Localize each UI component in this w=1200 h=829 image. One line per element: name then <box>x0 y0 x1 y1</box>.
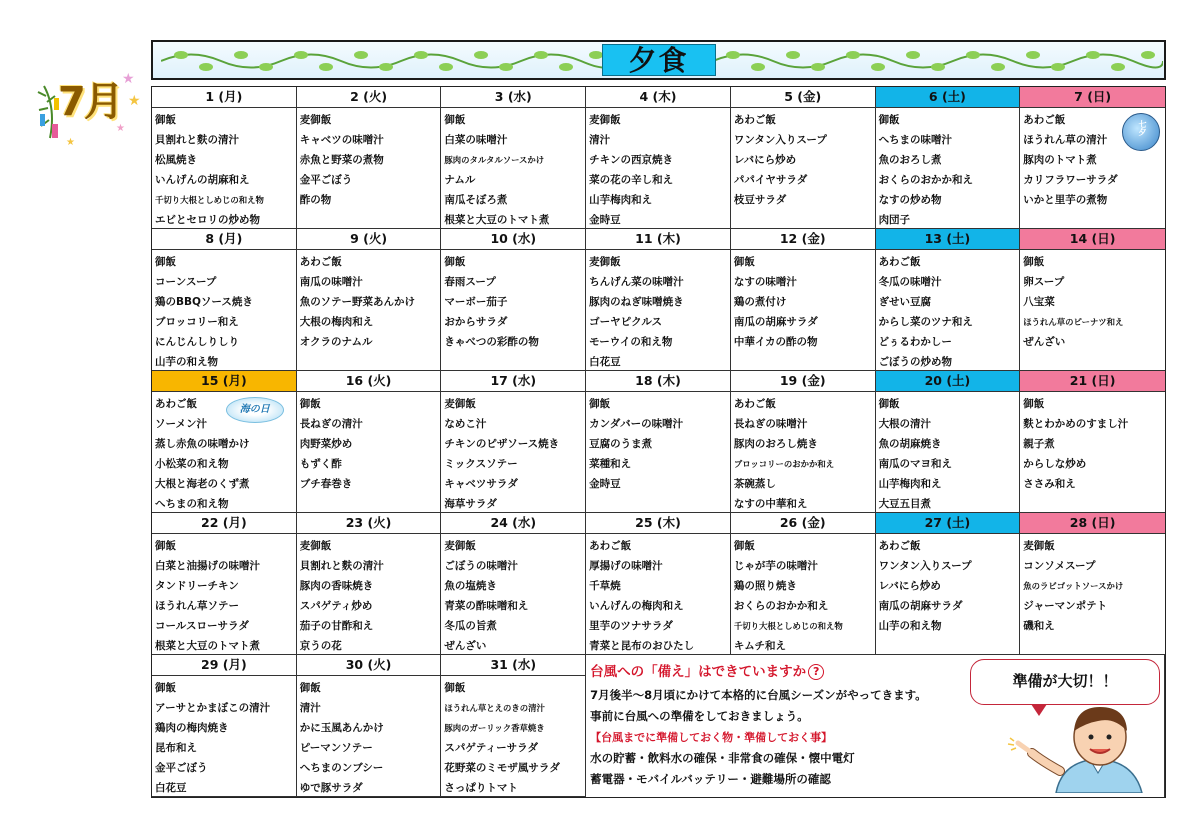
menu-item: 麩とわかめのすまし汁 <box>1023 418 1129 430</box>
menu-item: 根菜と大豆のトマト煮 <box>444 214 550 226</box>
menu-item: ごぼうの味噌汁 <box>444 560 518 572</box>
day-header: 13 (土) <box>876 229 1020 250</box>
menu-list <box>297 108 441 210</box>
menu-item: ワンタン入りスープ <box>733 134 827 146</box>
menu-item: 白花豆 <box>155 782 187 794</box>
menu-item: 御飯 <box>444 256 466 268</box>
menu-list <box>586 392 730 494</box>
menu-item: 酢の物 <box>299 194 332 206</box>
menu-list <box>586 250 730 371</box>
day-header: 11 (木) <box>586 229 730 250</box>
day-cell <box>152 513 297 655</box>
menu-item: 中華イカの酢の物 <box>733 336 818 348</box>
menu-item: あわご飯 <box>1023 114 1066 126</box>
menu-item: 鶏のBBQソース焼き <box>155 296 253 308</box>
menu-item: 御飯 <box>299 682 321 694</box>
day-cell <box>1020 229 1165 371</box>
star-icon: ★ <box>128 93 141 109</box>
day-cell <box>152 655 297 797</box>
vine-decoration-icon <box>713 46 1163 76</box>
menu-item: カンダバーの味噌汁 <box>589 418 684 430</box>
menu-list <box>731 108 875 210</box>
day-header: 5 (金) <box>731 87 875 108</box>
menu-list <box>152 250 296 371</box>
menu-item: 千草焼 <box>589 580 621 592</box>
menu-item: 山芋梅肉和え <box>589 194 653 206</box>
menu-item: 根菜と大豆のトマト煮 <box>155 640 260 652</box>
menu-item: 山芋梅肉和え <box>878 478 942 490</box>
menu-item: 赤魚と野菜の煮物 <box>299 154 384 166</box>
menu-item: ジャーマンポテト <box>1023 600 1108 612</box>
menu-item: 大根の梅肉和え <box>299 316 374 328</box>
menu-item: 大豆五目煮 <box>878 498 932 510</box>
day-header: 4 (木) <box>586 87 730 108</box>
menu-item: 千切り大根としめじの和え物 <box>155 195 264 205</box>
menu-item: もずく酢 <box>299 458 342 470</box>
menu-item: ほうれん草の清汁 <box>1023 134 1108 146</box>
day-header: 10 (水) <box>441 229 585 250</box>
menu-item: あわご飯 <box>733 114 776 126</box>
menu-item: ゴーヤピクルス <box>589 316 663 328</box>
menu-item: 麦御飯 <box>589 114 621 126</box>
menu-item: 麦御飯 <box>444 540 476 552</box>
menu-item: 肉団子 <box>878 214 911 226</box>
menu-item: コールスローサラダ <box>155 620 249 632</box>
menu-item: 大根と海老のくず煮 <box>155 478 250 490</box>
menu-item: あわご飯 <box>155 398 197 410</box>
menu-item: 南瓜のマヨ和え <box>878 458 953 470</box>
day-cell <box>441 655 586 797</box>
menu-list <box>876 250 1020 371</box>
day-cell <box>297 87 442 229</box>
menu-item: 春雨スープ <box>444 276 496 288</box>
menu-item: 御飯 <box>878 398 900 410</box>
menu-item: 御飯 <box>155 540 176 552</box>
day-cell <box>297 655 442 797</box>
menu-item: 親子煮 <box>1023 438 1055 450</box>
typhoon-info-panel <box>586 655 1165 797</box>
day-header: 3 (水) <box>441 87 585 108</box>
menu-item: 魚のおろし煮 <box>878 154 942 166</box>
menu-item: 長ねぎの味噌汁 <box>733 418 808 430</box>
day-header: 20 (土) <box>876 371 1020 392</box>
day-header: 31 (水) <box>441 655 585 676</box>
menu-item: マーボー茄子 <box>444 296 508 308</box>
menu-item: 御飯 <box>444 682 466 694</box>
menu-item: 茶碗蒸し <box>733 478 776 490</box>
menu-item: なすの味噌汁 <box>733 276 797 288</box>
menu-item: 長ねぎの清汁 <box>299 418 363 430</box>
menu-item: 鶏の煮付け <box>733 296 787 308</box>
menu-item: 昆布和え <box>155 742 197 754</box>
menu-item: ワンタン入りスープ <box>878 560 972 572</box>
menu-item: 金平ごぼう <box>155 762 208 774</box>
menu-item: 南瓜の味噌汁 <box>299 276 363 288</box>
menu-list <box>1020 534 1165 636</box>
menu-item: いかと里芋の煮物 <box>1023 194 1108 206</box>
menu-item: ブチ春巻き <box>299 478 353 490</box>
menu-item: 魚の塩焼き <box>444 580 497 592</box>
menu-item: にんじんしりしり <box>155 336 239 348</box>
menu-item: へちまのンブシー <box>299 762 384 774</box>
menu-item: スパゲティーサラダ <box>444 742 538 754</box>
menu-item: 金平ごぼう <box>299 174 353 186</box>
menu-item: さっぱりトマト <box>444 782 518 794</box>
day-cell <box>586 87 731 229</box>
menu-item: 清汁 <box>589 134 611 146</box>
day-header: 24 (水) <box>441 513 585 534</box>
menu-item: 貝割れと麩の清汁 <box>155 134 239 146</box>
menu-item: からし菜のツナ和え <box>878 316 973 328</box>
marine-day-badge: 海の日 <box>226 397 284 423</box>
menu-item: 蒸し赤魚の味噌かけ <box>155 438 250 450</box>
menu-list <box>731 392 875 513</box>
menu-item: あわご飯 <box>299 256 342 268</box>
menu-item: ブロッコリー和え <box>155 316 239 328</box>
info-line: 事前に台風への準備をしておきましょう。 <box>590 709 809 723</box>
menu-item: 里芋のツナサラダ <box>589 620 673 632</box>
day-cell <box>441 229 586 371</box>
menu-item: あわご飯 <box>878 540 921 552</box>
menu-item: 御飯 <box>155 256 176 268</box>
menu-item: なすの炒め物 <box>878 194 942 206</box>
menu-item: 鶏肉の梅肉焼き <box>155 722 229 734</box>
day-cell <box>441 371 586 513</box>
menu-item: 白菜の味噌汁 <box>444 134 508 146</box>
menu-item: 山芋の和え物 <box>155 356 218 368</box>
menu-list <box>441 250 585 352</box>
menu-item: おくらのおかか和え <box>733 600 829 612</box>
menu-item: 御飯 <box>1023 256 1045 268</box>
day-cell <box>586 513 731 655</box>
day-cell <box>297 513 442 655</box>
day-cell <box>731 371 876 513</box>
pointing-person-icon <box>1002 701 1152 793</box>
day-cell <box>731 229 876 371</box>
menu-item: ささみ和え <box>1023 478 1076 490</box>
menu-item: ごぼうの炒め物 <box>878 356 953 368</box>
menu-item: ほうれん草ソテー <box>155 600 239 612</box>
menu-list <box>731 534 875 655</box>
info-line: 7月後半～8月頃にかけて本格的に台風シーズンがやってきます。 <box>590 688 927 702</box>
menu-item: 山芋の和え物 <box>878 620 942 632</box>
menu-item: 茄子の甘酢和え <box>299 620 374 632</box>
menu-item: ナムル <box>444 174 476 186</box>
day-header: 29 (月) <box>152 655 296 676</box>
day-cell <box>297 371 442 513</box>
menu-item: 魚の胡麻焼き <box>878 438 942 450</box>
menu-list <box>441 534 585 655</box>
speech-bubble: 準備が大切！！ <box>970 659 1160 705</box>
day-header: 12 (金) <box>731 229 875 250</box>
menu-item: へちまの味噌汁 <box>878 134 953 146</box>
menu-item: 豚肉のおろし焼き <box>733 438 818 450</box>
day-header: 2 (火) <box>297 87 441 108</box>
menu-item: キャベツサラダ <box>444 478 518 490</box>
menu-item: 海草サラダ <box>444 498 497 510</box>
month-label: 7月 <box>58 79 122 125</box>
menu-calendar <box>151 86 1166 798</box>
day-header: 26 (金) <box>731 513 875 534</box>
day-header: 8 (月) <box>152 229 296 250</box>
day-cell <box>731 513 876 655</box>
info-line: 水の貯蓄・飲料水の確保・非常食の確保・懐中電灯 <box>590 751 855 765</box>
menu-item: 魚のラビゴットソースかけ <box>1023 581 1124 591</box>
info-title-text: 台風への「備え」はできていますか <box>590 664 807 680</box>
menu-item: 豚肉のガーリック香草焼き <box>444 723 545 733</box>
menu-item: コーンスープ <box>155 276 217 288</box>
menu-list <box>441 676 585 797</box>
menu-item: 冬瓜の味噌汁 <box>878 276 942 288</box>
menu-item: 御飯 <box>299 398 321 410</box>
menu-list <box>876 108 1020 229</box>
info-subtitle: 【台風までに準備しておく物・準備しておく事】 <box>590 731 833 744</box>
menu-item: 金時豆 <box>589 214 621 226</box>
day-header: 23 (火) <box>297 513 441 534</box>
menu-item: レバにら炒め <box>878 580 941 592</box>
day-header: 6 (土) <box>876 87 1020 108</box>
menu-item: なめこ汁 <box>444 418 487 430</box>
menu-item: 八宝菜 <box>1023 296 1055 308</box>
day-cell <box>152 87 297 229</box>
menu-item: 御飯 <box>878 114 900 126</box>
menu-item: 貝割れと麩の清汁 <box>299 560 384 572</box>
menu-item: チキンの西京焼き <box>589 154 674 166</box>
menu-item: 御飯 <box>1023 398 1045 410</box>
menu-item: 豚肉のねぎ味噌焼き <box>589 296 684 308</box>
menu-item: 麦御飯 <box>299 114 332 126</box>
menu-item: 枝豆サラダ <box>733 194 787 206</box>
star-icon: ★ <box>66 137 75 148</box>
menu-item: ピーマンソテー <box>299 742 373 754</box>
menu-list <box>297 392 441 494</box>
tanabata-badge-text: 七夕 <box>1137 120 1147 136</box>
menu-item: 冬瓜の旨煮 <box>444 620 497 632</box>
day-header: 30 (火) <box>297 655 441 676</box>
day-header: 22 (月) <box>152 513 296 534</box>
menu-item: カリフラワーサラダ <box>1023 174 1118 186</box>
day-header: 15 (月) <box>152 371 296 392</box>
menu-item: きゃべつの彩酢の物 <box>444 336 539 348</box>
menu-item: 御飯 <box>733 540 755 552</box>
day-cell <box>1020 87 1165 229</box>
menu-item: 磯和え <box>1023 620 1055 632</box>
day-cell <box>586 371 731 513</box>
menu-item: ちんげん菜の味噌汁 <box>589 276 684 288</box>
menu-item: オクラのナムル <box>299 336 373 348</box>
vine-decoration-icon <box>161 46 611 76</box>
menu-item: いんげんの胡麻和え <box>155 174 250 186</box>
day-cell <box>441 87 586 229</box>
menu-item: 肉野菜炒め <box>299 438 353 450</box>
menu-item: 白花豆 <box>589 356 621 368</box>
menu-item: 御飯 <box>733 256 755 268</box>
menu-item: 麦御飯 <box>444 398 476 410</box>
question-icon: ? <box>808 664 824 680</box>
menu-list <box>731 250 875 352</box>
day-header: 1 (月) <box>152 87 296 108</box>
menu-item: 菜の花の辛し和え <box>589 174 674 186</box>
day-cell <box>876 87 1021 229</box>
menu-item: 青菜の酢味噌和え <box>444 600 529 612</box>
menu-item: チキンのピザソース焼き <box>444 438 560 450</box>
menu-item: 豚肉の香味焼き <box>299 580 374 592</box>
menu-item: 麦御飯 <box>299 540 332 552</box>
menu-item: 南瓜の胡麻サラダ <box>733 316 818 328</box>
menu-list <box>152 534 296 655</box>
menu-list <box>152 676 296 797</box>
day-cell <box>152 229 297 371</box>
menu-item: 御飯 <box>155 114 176 126</box>
menu-item: 京うの花 <box>299 640 342 652</box>
title-banner <box>151 40 1166 80</box>
day-header: 21 (日) <box>1020 371 1165 392</box>
day-cell <box>152 371 297 513</box>
menu-item: あわご飯 <box>878 256 921 268</box>
menu-item: へちまの和え物 <box>155 498 229 510</box>
day-cell <box>1020 371 1165 513</box>
day-cell <box>876 513 1021 655</box>
day-header: 19 (金) <box>731 371 875 392</box>
menu-item: 鶏の照り焼き <box>733 580 797 592</box>
menu-item: 小松菜の和え物 <box>155 458 229 470</box>
menu-item: 青菜と昆布のおひたし <box>589 640 695 652</box>
day-cell <box>586 229 731 371</box>
menu-item: ぜんざい <box>1023 336 1066 348</box>
menu-item: おからサラダ <box>444 316 508 328</box>
menu-item: 南瓜の胡麻サラダ <box>878 600 963 612</box>
menu-list <box>297 250 441 352</box>
day-header: 27 (土) <box>876 513 1020 534</box>
menu-item: おくらのおかか和え <box>878 174 974 186</box>
day-cell <box>876 371 1021 513</box>
menu-item: 豆腐のうま煮 <box>589 438 653 450</box>
tanabata-badge-icon <box>1122 113 1160 151</box>
menu-item: 千切り大根としめじの和え物 <box>733 621 843 631</box>
day-header: 7 (日) <box>1020 87 1165 108</box>
menu-item: ソーメン汁 <box>155 418 207 430</box>
menu-item: どぅるわかしー <box>878 336 952 348</box>
day-header: 9 (火) <box>297 229 441 250</box>
menu-item: 豚肉のトマト煮 <box>1023 154 1097 166</box>
day-cell <box>731 87 876 229</box>
menu-item: コンソメスープ <box>1023 560 1096 572</box>
menu-item: 厚揚げの味噌汁 <box>589 560 663 572</box>
star-icon: ★ <box>122 71 135 87</box>
menu-item: なすの中華和え <box>733 498 808 510</box>
page-title: 夕食 <box>601 44 715 76</box>
menu-item: ミックスソテー <box>444 458 518 470</box>
menu-list <box>586 534 730 655</box>
menu-list <box>441 392 585 513</box>
menu-list <box>297 534 441 655</box>
star-icon: ★ <box>116 123 125 134</box>
day-header: 18 (木) <box>586 371 730 392</box>
menu-list <box>152 108 296 229</box>
menu-item: じゃが芋の味噌汁 <box>733 560 818 572</box>
day-cell <box>297 229 442 371</box>
menu-item: ほうれん草のピーナツ和え <box>1023 317 1124 327</box>
menu-item: からしな炒め <box>1023 458 1087 470</box>
menu-item: 魚のソテー野菜あんかけ <box>299 296 415 308</box>
menu-item: 麦御飯 <box>1023 540 1055 552</box>
day-header: 16 (火) <box>297 371 441 392</box>
day-header: 14 (日) <box>1020 229 1165 250</box>
day-cell <box>441 513 586 655</box>
menu-list <box>1020 250 1165 352</box>
menu-item: 白菜と油揚げの味噌汁 <box>155 560 260 572</box>
menu-item: 御飯 <box>444 114 466 126</box>
menu-item: ほうれん草とえのきの清汁 <box>444 703 545 713</box>
menu-item: エビとセロリの炒め物 <box>155 214 260 226</box>
menu-item: モーウイの和え物 <box>589 336 673 348</box>
menu-item: いんげんの梅肉和え <box>589 600 684 612</box>
day-header: 17 (水) <box>441 371 585 392</box>
menu-list <box>1020 392 1165 494</box>
menu-item: 松風焼き <box>155 154 197 166</box>
menu-list <box>586 108 730 229</box>
menu-item: 金時豆 <box>589 478 621 490</box>
menu-item: タンドリーチキン <box>155 580 239 592</box>
menu-item: ぜんざい <box>444 640 487 652</box>
menu-item: 花野菜のミモザ風サラダ <box>444 762 560 774</box>
menu-list <box>441 108 585 229</box>
menu-item: 豚肉のタルタルソースかけ <box>444 155 545 165</box>
menu-item: パパイヤサラダ <box>733 174 808 186</box>
menu-item: ぎせい豆腐 <box>878 296 932 308</box>
menu-item: 大根の清汁 <box>878 418 932 430</box>
menu-item: レバにら炒め <box>733 154 797 166</box>
menu-list <box>297 676 441 797</box>
menu-item: 卵スープ <box>1023 276 1065 288</box>
menu-item: ブロッコリーのおかか和え <box>733 459 835 469</box>
menu-item: あわご飯 <box>589 540 632 552</box>
menu-item: 菜種和え <box>589 458 632 470</box>
menu-item: あわご飯 <box>733 398 776 410</box>
day-header: 25 (木) <box>586 513 730 534</box>
menu-list <box>876 534 1020 636</box>
menu-item: スパゲティ炒め <box>299 600 373 612</box>
month-badge <box>36 68 146 158</box>
menu-item: 南瓜そぼろ煮 <box>444 194 508 206</box>
menu-item: キャベツの味噌汁 <box>299 134 384 146</box>
menu-item: アーサとかまぼこの清汁 <box>155 702 271 714</box>
menu-item: 御飯 <box>155 682 176 694</box>
menu-item: 清汁 <box>299 702 321 714</box>
day-cell <box>876 229 1021 371</box>
info-line: 蓄電器・モバイルバッテリー・避難場所の確認 <box>590 772 831 786</box>
menu-item: ゆで豚サラダ <box>299 782 363 794</box>
menu-item: キムチ和え <box>733 640 787 652</box>
day-header: 28 (日) <box>1020 513 1165 534</box>
menu-item: 御飯 <box>589 398 611 410</box>
menu-item: 麦御飯 <box>589 256 621 268</box>
menu-list <box>876 392 1020 513</box>
menu-item: かに玉風あんかけ <box>299 722 384 734</box>
day-cell <box>1020 513 1165 655</box>
